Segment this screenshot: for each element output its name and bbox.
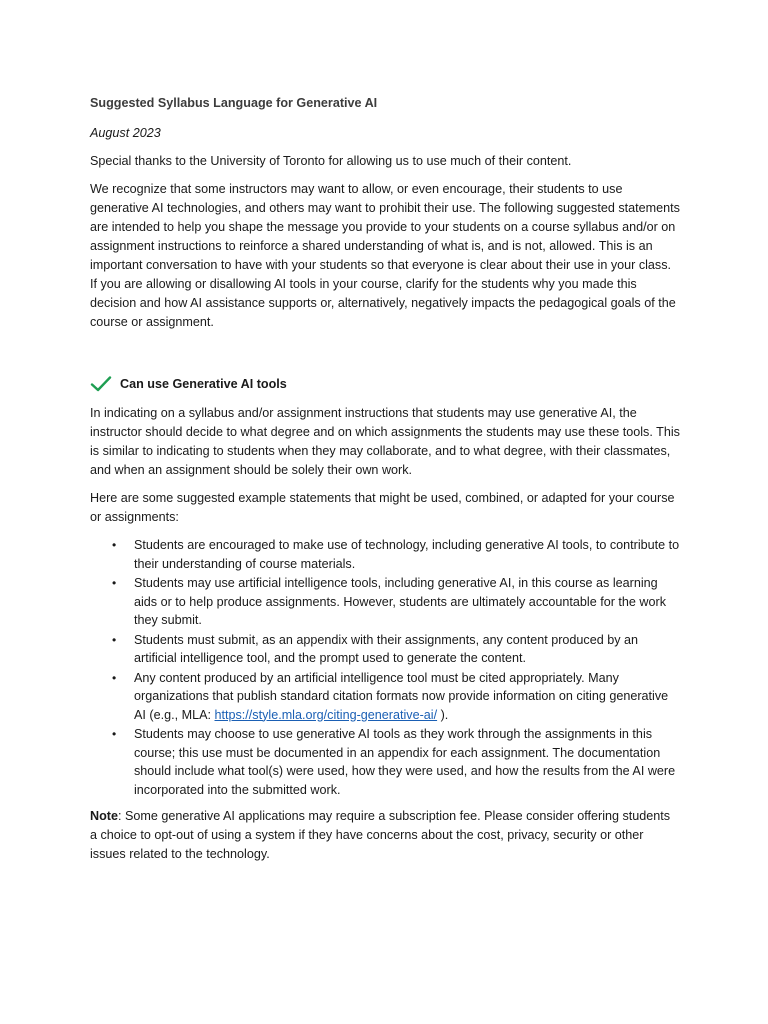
bullet-icon: • — [112, 538, 117, 552]
list-item-text: Students may choose to use generative AI tools as they work through the assignments in this course; this use must be documented in an appendix for each assignment. The documentation should include what tool(s) were used, how they were used, and how the results from the AI were incorporated into the submitted work. — [134, 727, 676, 797]
document-date: August 2023 — [90, 126, 161, 140]
note-paragraph — [90, 807, 680, 864]
note-text: : Some generative AI applications may require a subscription fee. Please consider offering students a choice to opt-out of using a system if they have concerns about the cost, privacy, security or other issues related to the technology. — [90, 809, 671, 861]
document-title: Suggested Syllabus Language for Generative AI — [90, 96, 378, 110]
list-item-text-after-link: ). — [437, 707, 449, 722]
list-item-text: Students may use artificial intelligence tools, including generative AI, in this course as learning aids or to help produce assignments. However, students are ultimately accountable for the work they submit. — [134, 576, 667, 627]
bullet-icon: • — [112, 670, 117, 685]
note-label: Note — [90, 809, 118, 823]
section-paragraph-2: Here are some suggested example statements that might be used, combined, or adapted for your course or assignments: — [90, 491, 675, 524]
example-statements-list — [90, 536, 680, 799]
check-icon — [90, 375, 112, 393]
list-item — [112, 725, 680, 799]
list-item — [112, 669, 680, 725]
list-item-text: Students must submit, as an appendix with their assignments, any content produced by an artificial intelligence tool, and the prompt used to generate the content. — [134, 632, 639, 665]
bullet-icon: • — [112, 727, 117, 741]
mla-citation-link[interactable]: https://style.mla.org/citing-generative-ai/ — [214, 707, 438, 722]
section-spacer — [90, 341, 680, 373]
list-item — [112, 574, 680, 630]
intro-paragraph: We recognize that some instructors may want to allow, or even encourage, their students to use generative AI technologies, and others may want to prohibit their use. The following suggested statements are intended to help you shape the message you provide to your students on a course syllabus and/or on assignment instructions to reinforce a shared understanding of what is, and is not, allowed. This is an important conversation to have with your students so that everyone is clear about their use in your class. If you are allowing or disallowing AI tools in your course, clarify for the students why you made this decision and how AI assistance supports or, alternatively, negatively impacts the pedagogical goals of the course or assignment. — [90, 182, 680, 329]
list-item-text: Students are encouraged to make use of technology, including generative AI tools, to contribute to their understanding of course materials. — [134, 538, 680, 571]
section-paragraph-1: In indicating on a syllabus and/or assignment instructions that students may use generative AI, the instructor should decide to what degree and on which assignments the students may use these tools. This is similar to indicating to students when they may collaborate, and to what degree, with their classmates, and when an assignment should be solely their own work. — [90, 406, 680, 477]
section-heading-label: Can use Generative AI tools — [120, 377, 287, 391]
list-item-text-before-link: Any content produced by an artificial intelligence tool must be cited appropriately. Many organizations that publish standard citation formats now provide information on citing generative AI (e.g., MLA: — [134, 670, 669, 722]
section-heading — [90, 373, 680, 395]
thanks-paragraph: Special thanks to the University of Toronto for allowing us to use much of their content. — [90, 154, 572, 168]
bullet-icon: • — [112, 576, 117, 590]
list-item — [112, 631, 680, 668]
list-item — [112, 536, 680, 573]
bullet-icon: • — [112, 632, 117, 647]
